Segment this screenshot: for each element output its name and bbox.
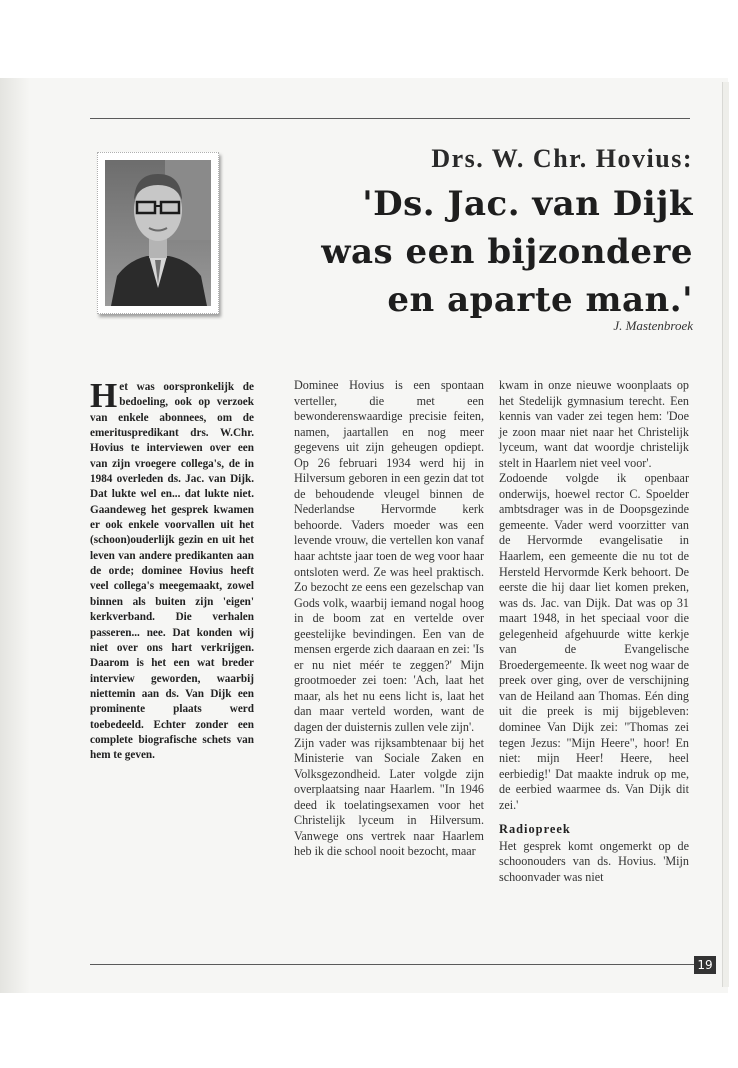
- body-paragraph: Zodoende volgde ik openbaar onderwijs, hoewel rector C. Spoelder ambtsdrager was in de Doopsgezinde gemeente. Vader werd voorzitter van de Hervormde evangelisatie in Haarlem, een gemeente die nu tot de Hersteld Hervormde Kerk behoort. De eerste die hij daar liet komen preken, was ds. Jac. van Dijk. Dat was op 31 maart 1948, in het speciaal voor die gelegenheid afgehuurde witte kerkje van de Evangelische Broedergemeente. Ik weet nog waar de preek over ging, over de verschijning van de Heiland aan Thomas. Eén ding uit die preek is mij bijgebleven: dominee Van Dijk zei: "Thomas zei tegen Jezus: "Mijn Heere", hoor! En niet: mijn Heer! Heere, heel eerbiedig!' Dat maakte indruk op me, de eerbied waarmee ds. Van Dijk dit zei.': [499, 471, 689, 812]
- headline-line-2: was een bijzondere: [321, 232, 693, 272]
- bottom-rule: [90, 964, 694, 965]
- body-column-1: [294, 378, 484, 860]
- page-number-badge: 19: [694, 956, 716, 974]
- body-column-2: [499, 378, 689, 886]
- body-paragraph: Het gesprek komt ongemerkt op de schoonouders van ds. Hovius. 'Mijn schoonvader was niet: [499, 838, 689, 884]
- headline-line-3: en aparte man.': [387, 280, 693, 320]
- portrait-image: [105, 160, 211, 306]
- article-headline: [273, 180, 693, 324]
- intro-text: et was oorspronkelijk de bedoeling, ook op verzoek van enkele abonnees, om de emerituspredikant drs. W.Chr. Hovius te interviewen over een van zijn vroegere collega's, de in 1984 overleden ds. Jac. van Dijk. Dat lukte wel en... dat lukte niet. Gaandeweg het gesprek kwamen er ook enkele voorvallen uit het (schoon)ouderlijk gezin en uit het leven van andere predikanten aan de orde; dominee Hovius heeft veel collega's meegemaakt, zowel binnen als buiten zijn 'eigen' kerkverband. Die verhalen passeren... nee. Dat konden wij niet over ons hart verkrijgen. Daarom is het een wat breder interview geworden, waarbij niettemin aan ds. Van Dijk een prominente plaats werd toebedeeld. Echter zonder een complete biografische schets van hem te geven.: [90, 381, 254, 762]
- binding-gutter: [0, 78, 30, 993]
- body-paragraph: Zijn vader was rijksambtenaar bij het Ministerie van Sociale Zaken en Volksgezondheid. Later volgde zijn overplaatsing naar Haarlem. "In 1946 deed ik toelatingsexamen voor het Christelijk lyceum in Hilversum. Vanwege ons vertrek naar Haarlem heb ik die school nooit bezocht, maar: [294, 735, 484, 859]
- body-paragraph: Dominee Hovius is een spontaan verteller, die met een bewonderenswaardige precisie feiten, namen, jaartallen en nog meer gegevens uit zijn geheugen opdiept. Op 26 februari 1934 werd hij in Hilversum geboren in een gezin dat tot de behoudende vleugel binnen de Nederlandse Hervormde kerk behoorde. Vaders moeder was een levende vrouw, die vertellen kon vanaf haar achtste jaar toen de weg voor haar ontsloten werd. Ze was heel praktisch. Zo bezocht ze eens een gezelschap van Gods volk, waarbij iemand nogal hoog in de boom zat en vertelde over geestelijke bevindingen. Een van de mensen ergerde zich daaraan en zei: 'Is er nu niet méér te zeggen?' Mijn grootmoeder zei toen: 'Ach, laat het maar, als het nu eens licht is, laat het dan maar verteld worden, want de dagen der duisternis zullen vele zijn'.: [294, 378, 484, 735]
- intro-paragraph: [90, 376, 254, 764]
- section-subhead: Radiopreek: [499, 822, 571, 837]
- body-paragraph: kwam in onze nieuwe woonplaats op het Stedelijk gymnasium terecht. Een kennis van vader zei tegen hem: 'Doe je zoon maar niet naar het Christelijk lyceum, want dat woordje christelijk stelt in Haarlem niet veel voor'.: [499, 378, 689, 470]
- drop-cap: H: [90, 376, 118, 415]
- headline-line-1: 'Ds. Jac. van Dijk: [362, 184, 693, 224]
- article-kicker: Drs. W. Chr. Hovius:: [431, 144, 693, 173]
- portrait-photo: [97, 152, 219, 314]
- top-rule: [90, 118, 690, 119]
- author-byline: J. Mastenbroek: [613, 318, 693, 333]
- page-edge: [722, 82, 729, 987]
